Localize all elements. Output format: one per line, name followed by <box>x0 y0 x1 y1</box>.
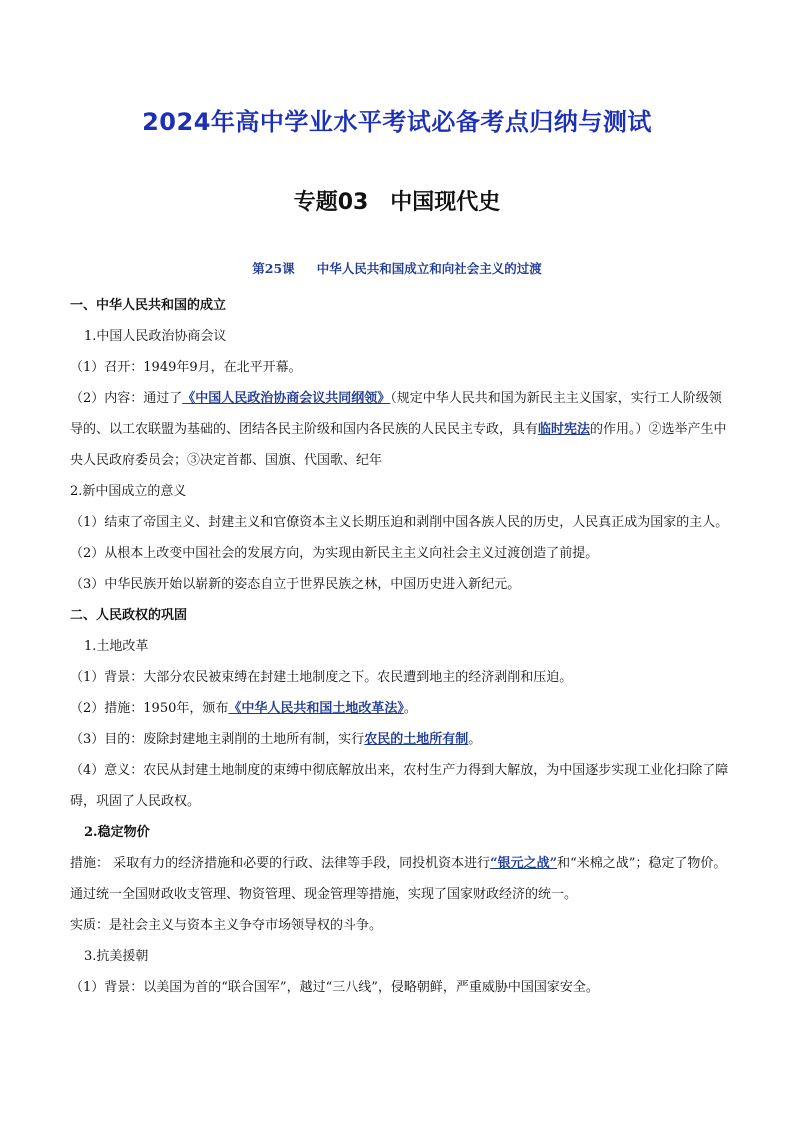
text-span: 。 <box>403 701 417 716</box>
key-term-link: 《中华人民共和国土地改革法》 <box>228 701 404 716</box>
subsection-heading: 3.抗美援朝 <box>84 949 149 964</box>
lesson-heading <box>0 259 794 277</box>
text-span: 措施： 采取有力的经济措施和必要的行政、法律等手段，同投机资本进行 <box>70 856 491 871</box>
subsection-heading: 2.新中国成立的意义 <box>70 484 187 499</box>
text-span: （3）目的：废除封建地主剥削的土地所有制，实行 <box>70 732 365 747</box>
subsection-heading: 1.中国人民政治协商会议 <box>84 329 227 344</box>
key-term-link: 《中国人民政治协商会议共同纲领》 <box>182 391 391 406</box>
text-span: 和“米棉之战”；稳定了物价。通过统一全国财政收支管理、物资管理、现金管理等措施，实现了国家财政经济的统一。 <box>70 856 727 902</box>
section-heading: 一、中华人民共和国的成立 <box>70 298 227 313</box>
paragraph <box>70 383 730 476</box>
section-heading: 二、人民政权的巩固 <box>70 608 188 623</box>
subsection-heading: 2.稳定物价 <box>84 825 150 840</box>
paragraph: 实质：是社会主义与资本主义争夺市场领导权的斗争。 <box>70 918 383 933</box>
key-term-link: 农民的土地所有制 <box>364 732 469 747</box>
paragraph: （2）从根本上改变中国社会的发展方向，为实现由新民主主义向社会主义过渡创造了前提。 <box>70 546 599 561</box>
paragraph <box>70 693 730 724</box>
text-span: 。 <box>468 732 482 747</box>
text-span: （2）措施：1950年，颁布 <box>70 701 229 716</box>
text-span: 的作用。）②选举产生中央人民政府委员会；③决定首都、国旗、代国歌、纪年 <box>70 422 727 468</box>
document-title: 2024年高中学业水平考试必备考点归纳与测试 <box>142 108 652 136</box>
paragraph: （1）召开：1949年9月，在北平开幕。 <box>70 360 302 375</box>
document-body <box>70 290 730 1003</box>
paragraph: （3）中华民族开始以崭新的姿态自立于世界民族之林，中国历史进入新纪元。 <box>70 577 521 592</box>
lesson-name: 中华人民共和国成立和向社会主义的过渡 <box>316 261 542 276</box>
topic-title: 专题03 中国现代史 <box>293 190 501 215</box>
subsection-heading: 1.土地改革 <box>84 639 149 654</box>
text-span: （规定中华人民共和国为新民主主义国家，实行工人阶级领导的、以工农联盟为基础的、团结各民主阶级和国内各民族的人民民主专政，具有 <box>70 391 722 437</box>
text-span: （2）内容：通过了 <box>70 391 183 406</box>
paragraph: （1）结束了帝国主义、封建主义和官僚资本主义长期压迫和剥削中国各族人民的历史，人民真正成为国家的主人。 <box>70 515 729 530</box>
paragraph <box>70 724 730 755</box>
key-term-link: 临时宪法 <box>538 422 591 437</box>
paragraph: （1）背景：以美国为首的“联合国军”，越过“三八线”，侵略朝鲜，严重威胁中国国家安全。 <box>70 980 599 995</box>
paragraph: （4）意义：农民从封建土地制度的束缚中彻底解放出来，农村生产力得到大解放，为中国逐步实现工业化扫除了障碍，巩固了人民政权。 <box>70 763 729 809</box>
paragraph <box>70 848 730 910</box>
lesson-number: 第25课 <box>252 261 295 276</box>
paragraph: （1）背景：大部分农民被束缚在封建土地制度之下。农民遭到地主的经济剥削和压迫。 <box>70 670 573 685</box>
key-term-link: “银元之战” <box>490 856 558 871</box>
